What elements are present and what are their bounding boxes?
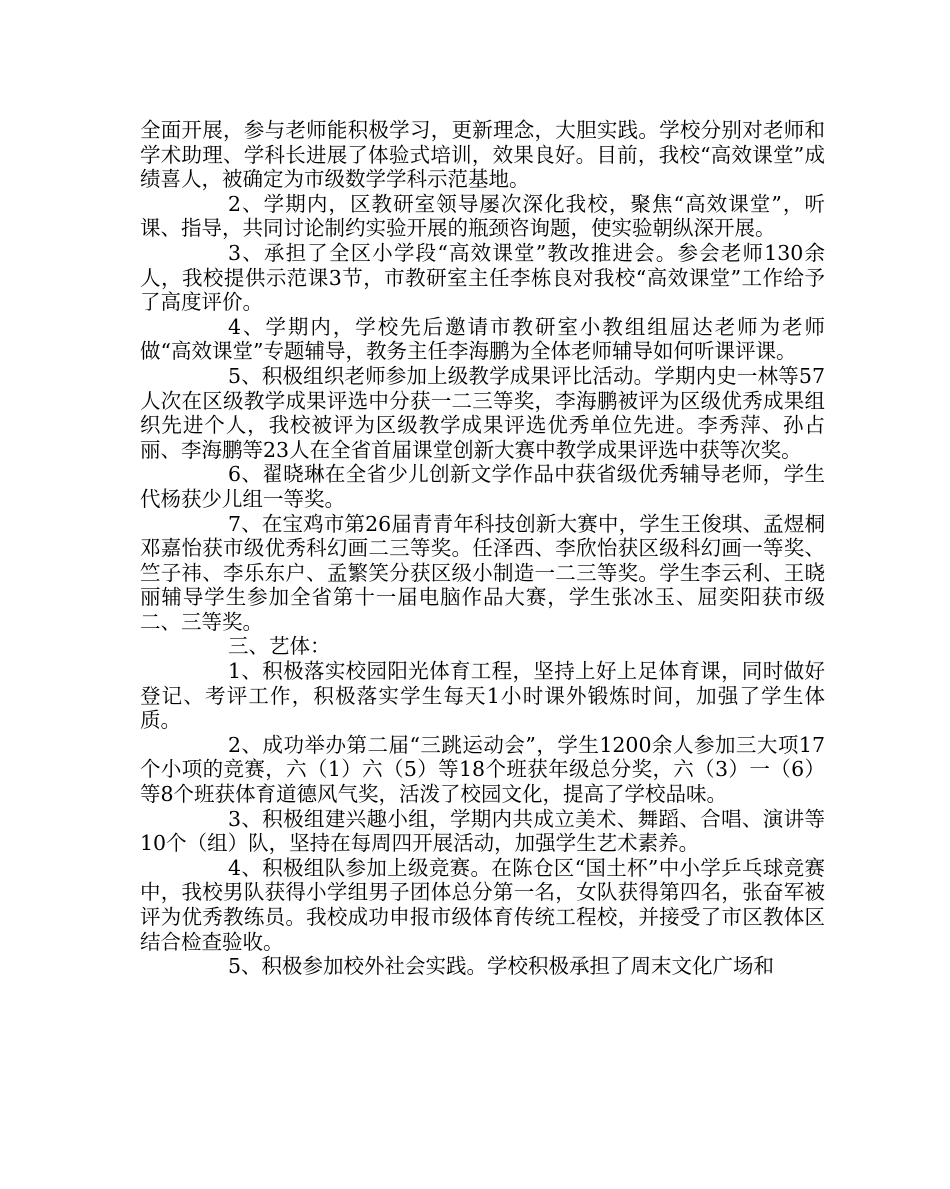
paragraph-continuation: 全面开展，参与老师能积极学习，更新理念，大胆实践。学校分别对老师和学术助理、学科长进展了体验式培训，效果良好。目前，我校“高效课堂”成绩喜人，被确定为市级数学学科示范基地。	[140, 118, 825, 192]
paragraph-item-7: 7、在宝鸡市第26届青青年科技创新大赛中，学生王俊琪、孟煜桐邓嘉怡获市级优秀科幻画二三等奖。任泽西、李欣怡获区级科幻画一等奖、竺子祎、李乐东户、孟繁笑分获区级小制造一二三等奖。学生李云利、王晓丽辅导学生参加全省第十一届电脑作品大赛，学生张冰玉、屈奕阳获市级二、三等奖。	[140, 511, 825, 634]
paragraph-item-5: 5、积极组织老师参加上级教学成果评比活动。学期内史一林等57人次在区级教学成果评选中分获一二三等奖，李海鹏被评为区级优秀成果组织先进个人，我校被评为区级教学成果评选优秀单位先进。李秀萍、孙占丽、李海鹏等23人在全省首届课堂创新大赛中教学成果评选中获等次奖。	[140, 363, 825, 462]
paragraph-arts-item-3: 3、积极组建兴趣小组，学期内共成立美术、舞蹈、合唱、演讲等10个（组）队，坚持在每周四开展活动，加强学生艺术素养。	[140, 806, 825, 856]
paragraph-arts-item-2: 2、成功举办第二届“三跳运动会”，学生1200余人参加三大项17个小项的竞赛，六（1）六（5）等18个班获年级总分奖，六（3）一（6）等8个班获体育道德风气奖，活泼了校园文化，提高了学校品味。	[140, 732, 825, 807]
paragraph-item-4: 4、学期内，学校先后邀请市教研室小教组组屈达老师为老师做“高效课堂”专题辅导，教务主任李海鹏为全体老师辅导如何听课评课。	[140, 314, 825, 364]
paragraph-arts-item-5: 5、积极参加校外社会实践。学校积极承担了周末文化广场和	[228, 954, 775, 979]
paragraph-arts-item-1: 1、积极落实校园阳光体育工程，坚持上好上足体育课，同时做好登记、考评工作，积极落实学生每天1小时课外锻炼时间，加强了学生体质。	[140, 659, 825, 733]
paragraph-item-2: 2、学期内，区教研室领导屡次深化我校，聚焦“高效课堂”，听课、指导，共同讨论制约实验开展的瓶颈咨询题，使实验朝纵深开展。	[140, 191, 825, 241]
section-heading-arts-sports: 三、艺体：	[228, 634, 331, 659]
document-page	[140, 118, 825, 979]
paragraph-arts-item-4: 4、积极组队参加上级竞赛。在陈仓区“国土杯”中小学乒乓球竞赛中，我校男队获得小学组男子团体总分第一名，女队获得第四名，张奋军被评为优秀教练员。我校成功申报市级体育传统工程校，并接受了市区教体区结合检查验收。	[140, 855, 825, 954]
paragraph-item-3: 3、承担了全区小学段“高效课堂”教改推进会。参会老师130余人，我校提供示范课3节，市教研室主任李栋良对我校“高效课堂”工作给予了高度评价。	[140, 240, 825, 315]
paragraph-item-6: 6、翟晓琳在全省少儿创新文学作品中获省级优秀辅导老师，学生代杨获少儿组一等奖。	[140, 462, 825, 511]
